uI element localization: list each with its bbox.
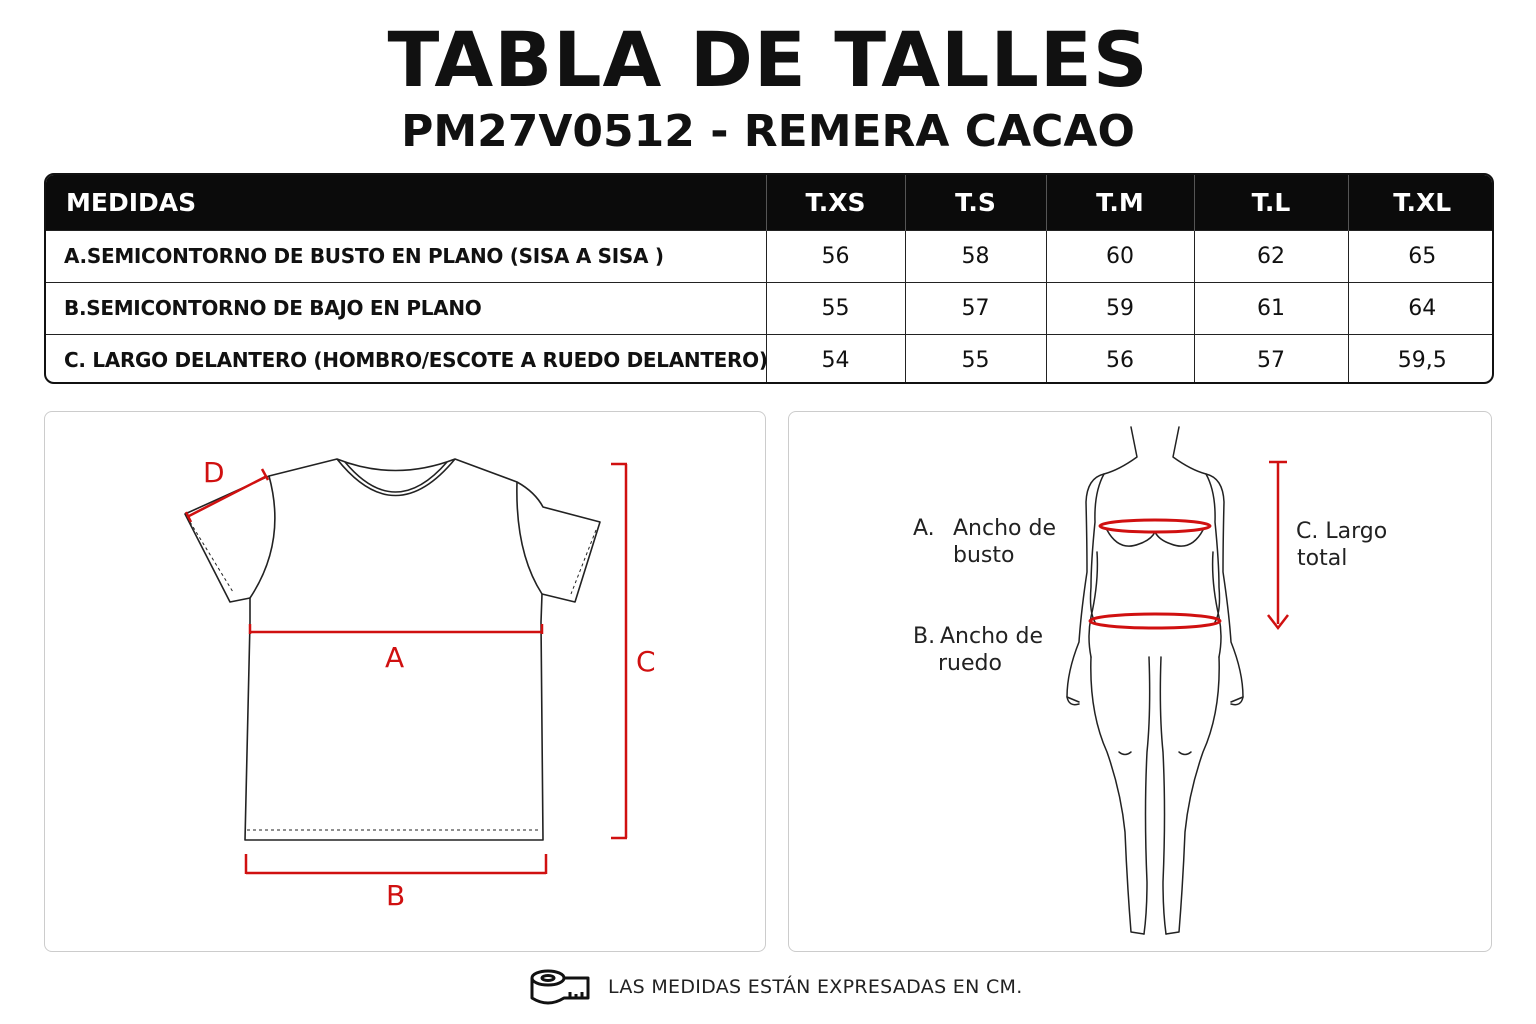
table-cell: 58 bbox=[905, 230, 1046, 282]
tshirt-diagram bbox=[45, 412, 767, 953]
table-cell: 57 bbox=[1194, 334, 1348, 384]
column-header-m: T.M bbox=[1046, 175, 1194, 230]
column-header-s: T.S bbox=[905, 175, 1046, 230]
table-cell: 60 bbox=[1046, 230, 1194, 282]
hem-letter: B. bbox=[913, 624, 936, 649]
table-header-row bbox=[46, 175, 1494, 230]
row-label-bust: A.SEMICONTORNO DE BUSTO EN PLANO (SISA A SISA ) bbox=[46, 230, 766, 282]
label-a: A bbox=[385, 641, 405, 674]
column-header-l: T.L bbox=[1194, 175, 1348, 230]
page-title: TABLA DE TALLES bbox=[387, 15, 1149, 104]
label-d: D bbox=[203, 456, 225, 489]
bust-text-line1: Ancho de bbox=[953, 516, 1056, 541]
footer-note: LAS MEDIDAS ESTÁN EXPRESADAS EN CM. bbox=[608, 976, 1023, 998]
table-cell: 65 bbox=[1348, 230, 1494, 282]
footer bbox=[0, 964, 1536, 1014]
table-cell: 55 bbox=[905, 334, 1046, 384]
table-cell: 54 bbox=[766, 334, 905, 384]
table-cell: 56 bbox=[1046, 334, 1194, 384]
table-row bbox=[46, 282, 1494, 334]
table-cell: 59 bbox=[1046, 282, 1194, 334]
table-cell: 55 bbox=[766, 282, 905, 334]
body-diagram-panel bbox=[788, 411, 1492, 952]
row-label-hem: B.SEMICONTORNO DE BAJO EN PLANO bbox=[46, 282, 766, 334]
size-table bbox=[44, 173, 1494, 384]
bust-letter: A. bbox=[913, 516, 935, 541]
column-header-medidas: MEDIDAS bbox=[46, 175, 766, 230]
table-cell: 57 bbox=[905, 282, 1046, 334]
hem-text-line2: ruedo bbox=[938, 651, 1002, 676]
row-label-length: C. LARGO DELANTERO (HOMBRO/ESCOTE A RUEDO DELANTERO) bbox=[46, 334, 766, 384]
measuring-tape-icon bbox=[528, 966, 592, 1012]
length-text-line2: total bbox=[1297, 546, 1348, 571]
product-subtitle: PM27V0512 - REMERA CACAO bbox=[401, 106, 1135, 157]
shirt-diagram-panel bbox=[44, 411, 766, 952]
table-row bbox=[46, 230, 1494, 282]
bust-text-line2: busto bbox=[953, 543, 1015, 568]
column-header-xs: T.XS bbox=[766, 175, 905, 230]
body-figure bbox=[789, 412, 1493, 953]
length-text-line1: C. Largo bbox=[1296, 519, 1388, 544]
table-cell: 56 bbox=[766, 230, 905, 282]
table-cell: 64 bbox=[1348, 282, 1494, 334]
hem-text-line1: Ancho de bbox=[940, 624, 1043, 649]
column-header-xl: T.XL bbox=[1348, 175, 1494, 230]
table-row bbox=[46, 334, 1494, 384]
table-cell: 61 bbox=[1194, 282, 1348, 334]
table-cell: 59,5 bbox=[1348, 334, 1494, 384]
label-b: B bbox=[386, 879, 406, 912]
label-c: C bbox=[636, 645, 656, 678]
table-cell: 62 bbox=[1194, 230, 1348, 282]
